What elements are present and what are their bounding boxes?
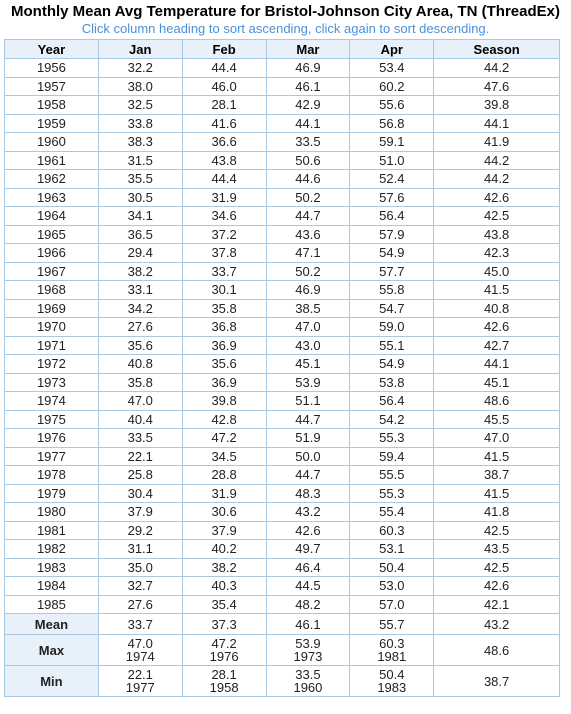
table-cell: 41.6 bbox=[182, 114, 266, 133]
table-cell: 30.5 bbox=[98, 188, 182, 207]
table-cell: 42.5 bbox=[434, 207, 560, 226]
table-cell: 28.8 bbox=[182, 466, 266, 485]
table-cell: 42.7 bbox=[434, 336, 560, 355]
table-row bbox=[5, 114, 560, 133]
table-cell: 30.6 bbox=[182, 503, 266, 522]
table-cell: 59.4 bbox=[350, 447, 434, 466]
max-cell bbox=[182, 635, 266, 666]
table-row bbox=[5, 225, 560, 244]
min-value: 28.1 bbox=[211, 667, 237, 682]
max-cell bbox=[266, 635, 350, 666]
year-cell: 1967 bbox=[5, 262, 99, 281]
table-cell: 50.2 bbox=[266, 188, 350, 207]
table-body bbox=[5, 59, 560, 614]
table-cell: 53.9 bbox=[266, 373, 350, 392]
year-cell: 1976 bbox=[5, 429, 99, 448]
table-row bbox=[5, 447, 560, 466]
table-cell: 48.3 bbox=[266, 484, 350, 503]
table-cell: 40.8 bbox=[434, 299, 560, 318]
table-cell: 37.2 bbox=[182, 225, 266, 244]
column-header-feb[interactable]: Feb bbox=[182, 40, 266, 59]
min-cell bbox=[266, 666, 350, 697]
table-cell: 35.8 bbox=[98, 373, 182, 392]
year-cell: 1981 bbox=[5, 521, 99, 540]
year-cell: 1983 bbox=[5, 558, 99, 577]
year-cell: 1974 bbox=[5, 392, 99, 411]
table-cell: 36.8 bbox=[182, 318, 266, 337]
table-row bbox=[5, 595, 560, 614]
table-cell: 52.4 bbox=[350, 170, 434, 189]
table-row bbox=[5, 577, 560, 596]
table-cell: 42.5 bbox=[434, 558, 560, 577]
year-cell: 1963 bbox=[5, 188, 99, 207]
table-cell: 44.2 bbox=[434, 170, 560, 189]
table-cell: 40.2 bbox=[182, 540, 266, 559]
max-cell bbox=[350, 635, 434, 666]
table-cell: 28.1 bbox=[182, 96, 266, 115]
table-cell: 32.7 bbox=[98, 577, 182, 596]
table-cell: 38.5 bbox=[266, 299, 350, 318]
table-cell: 46.9 bbox=[266, 281, 350, 300]
table-cell: 34.1 bbox=[98, 207, 182, 226]
table-cell: 37.8 bbox=[182, 244, 266, 263]
table-cell: 35.8 bbox=[182, 299, 266, 318]
table-row bbox=[5, 521, 560, 540]
table-cell: 42.6 bbox=[434, 577, 560, 596]
min-label: Min bbox=[5, 666, 99, 697]
table-row bbox=[5, 170, 560, 189]
column-header-jan[interactable]: Jan bbox=[98, 40, 182, 59]
year-cell: 1962 bbox=[5, 170, 99, 189]
mean-row bbox=[5, 614, 560, 635]
table-cell: 50.4 bbox=[350, 558, 434, 577]
max-value: 47.0 bbox=[127, 636, 153, 651]
max-season-cell: 48.6 bbox=[434, 635, 560, 666]
mean-label: Mean bbox=[5, 614, 99, 635]
table-cell: 55.5 bbox=[350, 466, 434, 485]
year-cell: 1964 bbox=[5, 207, 99, 226]
table-cell: 44.4 bbox=[182, 59, 266, 78]
year-cell: 1970 bbox=[5, 318, 99, 337]
table-row bbox=[5, 558, 560, 577]
table-cell: 54.2 bbox=[350, 410, 434, 429]
table-row bbox=[5, 373, 560, 392]
table-cell: 47.0 bbox=[98, 392, 182, 411]
table-row bbox=[5, 77, 560, 96]
min-year: 1977 bbox=[125, 680, 155, 695]
table-cell: 47.0 bbox=[434, 429, 560, 448]
max-year: 1974 bbox=[125, 649, 155, 664]
year-cell: 1957 bbox=[5, 77, 99, 96]
header-row bbox=[5, 40, 560, 59]
table-row bbox=[5, 318, 560, 337]
table-cell: 31.9 bbox=[182, 188, 266, 207]
table-cell: 55.3 bbox=[350, 484, 434, 503]
table-cell: 39.8 bbox=[434, 96, 560, 115]
mean-cell: 37.3 bbox=[182, 614, 266, 635]
table-cell: 59.1 bbox=[350, 133, 434, 152]
year-cell: 1958 bbox=[5, 96, 99, 115]
min-season-cell: 38.7 bbox=[434, 666, 560, 697]
table-cell: 44.5 bbox=[266, 577, 350, 596]
table-cell: 38.2 bbox=[182, 558, 266, 577]
table-cell: 46.0 bbox=[182, 77, 266, 96]
table-row bbox=[5, 429, 560, 448]
table-cell: 50.6 bbox=[266, 151, 350, 170]
table-cell: 42.6 bbox=[434, 318, 560, 337]
year-cell: 1980 bbox=[5, 503, 99, 522]
table-cell: 45.0 bbox=[434, 262, 560, 281]
table-cell: 33.1 bbox=[98, 281, 182, 300]
mean-cell: 33.7 bbox=[98, 614, 182, 635]
max-year: 1973 bbox=[293, 649, 323, 664]
table-cell: 38.3 bbox=[98, 133, 182, 152]
year-cell: 1985 bbox=[5, 595, 99, 614]
table-row bbox=[5, 392, 560, 411]
table-cell: 44.7 bbox=[266, 207, 350, 226]
table-cell: 57.9 bbox=[350, 225, 434, 244]
table-cell: 60.3 bbox=[350, 521, 434, 540]
year-cell: 1961 bbox=[5, 151, 99, 170]
table-cell: 31.1 bbox=[98, 540, 182, 559]
table-cell: 45.1 bbox=[434, 373, 560, 392]
table-cell: 42.1 bbox=[434, 595, 560, 614]
year-cell: 1972 bbox=[5, 355, 99, 374]
table-cell: 33.8 bbox=[98, 114, 182, 133]
year-cell: 1956 bbox=[5, 59, 99, 78]
table-cell: 31.9 bbox=[182, 484, 266, 503]
year-cell: 1971 bbox=[5, 336, 99, 355]
table-cell: 50.2 bbox=[266, 262, 350, 281]
table-cell: 56.4 bbox=[350, 392, 434, 411]
table-cell: 44.2 bbox=[434, 59, 560, 78]
table-cell: 38.2 bbox=[98, 262, 182, 281]
table-cell: 56.8 bbox=[350, 114, 434, 133]
table-cell: 47.1 bbox=[266, 244, 350, 263]
table-cell: 47.6 bbox=[434, 77, 560, 96]
year-cell: 1965 bbox=[5, 225, 99, 244]
table-cell: 55.6 bbox=[350, 96, 434, 115]
year-cell: 1960 bbox=[5, 133, 99, 152]
table-cell: 44.7 bbox=[266, 466, 350, 485]
table-cell: 44.1 bbox=[434, 355, 560, 374]
table-cell: 43.2 bbox=[266, 503, 350, 522]
table-cell: 37.9 bbox=[98, 503, 182, 522]
table-cell: 34.6 bbox=[182, 207, 266, 226]
table-row bbox=[5, 281, 560, 300]
table-cell: 29.2 bbox=[98, 521, 182, 540]
table-cell: 55.3 bbox=[350, 429, 434, 448]
table-cell: 47.0 bbox=[266, 318, 350, 337]
table-cell: 33.5 bbox=[266, 133, 350, 152]
table-cell: 35.6 bbox=[98, 336, 182, 355]
table-cell: 36.9 bbox=[182, 336, 266, 355]
table-cell: 42.9 bbox=[266, 96, 350, 115]
table-row bbox=[5, 410, 560, 429]
table-cell: 42.3 bbox=[434, 244, 560, 263]
mean-cell: 43.2 bbox=[434, 614, 560, 635]
min-row bbox=[5, 666, 560, 697]
table-cell: 53.8 bbox=[350, 373, 434, 392]
sort-instructions: Click column heading to sort ascending, click again to sort descending. bbox=[81, 21, 490, 36]
table-cell: 51.0 bbox=[350, 151, 434, 170]
table-cell: 56.4 bbox=[350, 207, 434, 226]
table-cell: 47.2 bbox=[182, 429, 266, 448]
table-cell: 48.2 bbox=[266, 595, 350, 614]
table-cell: 32.5 bbox=[98, 96, 182, 115]
table-row bbox=[5, 244, 560, 263]
table-row bbox=[5, 299, 560, 318]
min-value: 50.4 bbox=[379, 667, 405, 682]
table-cell: 37.9 bbox=[182, 521, 266, 540]
min-cell bbox=[182, 666, 266, 697]
min-cell bbox=[350, 666, 434, 697]
table-cell: 33.5 bbox=[98, 429, 182, 448]
year-cell: 1968 bbox=[5, 281, 99, 300]
min-value: 33.5 bbox=[295, 667, 321, 682]
temperature-table bbox=[4, 39, 560, 697]
table-cell: 44.4 bbox=[182, 170, 266, 189]
mean-cell: 46.1 bbox=[266, 614, 350, 635]
table-cell: 22.1 bbox=[98, 447, 182, 466]
table-cell: 42.6 bbox=[434, 188, 560, 207]
table-row bbox=[5, 466, 560, 485]
table-row bbox=[5, 484, 560, 503]
table-cell: 35.6 bbox=[182, 355, 266, 374]
table-cell: 41.5 bbox=[434, 484, 560, 503]
table-cell: 31.5 bbox=[98, 151, 182, 170]
min-year: 1958 bbox=[209, 680, 239, 695]
page-title: Monthly Mean Avg Temperature for Bristol-Johnson City Area, TN (ThreadEx) bbox=[11, 3, 560, 20]
year-cell: 1969 bbox=[5, 299, 99, 318]
table-row bbox=[5, 503, 560, 522]
table-cell: 54.9 bbox=[350, 355, 434, 374]
table-cell: 42.8 bbox=[182, 410, 266, 429]
max-year: 1981 bbox=[377, 649, 407, 664]
table-cell: 33.7 bbox=[182, 262, 266, 281]
table-cell: 44.7 bbox=[266, 410, 350, 429]
max-value: 60.3 bbox=[379, 636, 405, 651]
table-row bbox=[5, 540, 560, 559]
table-cell: 27.6 bbox=[98, 595, 182, 614]
table-cell: 43.0 bbox=[266, 336, 350, 355]
year-cell: 1979 bbox=[5, 484, 99, 503]
table-cell: 41.8 bbox=[434, 503, 560, 522]
table-cell: 46.1 bbox=[266, 77, 350, 96]
year-cell: 1977 bbox=[5, 447, 99, 466]
table-cell: 53.0 bbox=[350, 577, 434, 596]
table-cell: 53.1 bbox=[350, 540, 434, 559]
table-cell: 59.0 bbox=[350, 318, 434, 337]
table-cell: 43.8 bbox=[182, 151, 266, 170]
column-header-year[interactable]: Year bbox=[5, 40, 99, 59]
table-cell: 51.9 bbox=[266, 429, 350, 448]
table-cell: 55.4 bbox=[350, 503, 434, 522]
table-cell: 43.6 bbox=[266, 225, 350, 244]
min-year: 1983 bbox=[377, 680, 407, 695]
min-value: 22.1 bbox=[127, 667, 153, 682]
max-value: 53.9 bbox=[295, 636, 321, 651]
max-value: 47.2 bbox=[211, 636, 237, 651]
table-row bbox=[5, 59, 560, 78]
table-cell: 40.8 bbox=[98, 355, 182, 374]
table-cell: 41.9 bbox=[434, 133, 560, 152]
table-cell: 55.1 bbox=[350, 336, 434, 355]
table-cell: 57.0 bbox=[350, 595, 434, 614]
table-cell: 39.8 bbox=[182, 392, 266, 411]
table-cell: 29.4 bbox=[98, 244, 182, 263]
table-row bbox=[5, 96, 560, 115]
min-year: 1960 bbox=[293, 680, 323, 695]
table-cell: 46.9 bbox=[266, 59, 350, 78]
year-cell: 1975 bbox=[5, 410, 99, 429]
column-header-apr[interactable]: Apr bbox=[350, 40, 434, 59]
table-cell: 43.8 bbox=[434, 225, 560, 244]
table-cell: 38.0 bbox=[98, 77, 182, 96]
table-cell: 34.5 bbox=[182, 447, 266, 466]
max-label: Max bbox=[5, 635, 99, 666]
table-cell: 57.6 bbox=[350, 188, 434, 207]
table-cell: 57.7 bbox=[350, 262, 434, 281]
table-cell: 48.6 bbox=[434, 392, 560, 411]
table-row bbox=[5, 336, 560, 355]
year-cell: 1984 bbox=[5, 577, 99, 596]
table-cell: 40.3 bbox=[182, 577, 266, 596]
table-cell: 54.7 bbox=[350, 299, 434, 318]
table-cell: 43.5 bbox=[434, 540, 560, 559]
table-cell: 45.1 bbox=[266, 355, 350, 374]
table-cell: 53.4 bbox=[350, 59, 434, 78]
year-cell: 1966 bbox=[5, 244, 99, 263]
table-cell: 27.6 bbox=[98, 318, 182, 337]
table-cell: 44.2 bbox=[434, 151, 560, 170]
table-cell: 35.0 bbox=[98, 558, 182, 577]
table-cell: 35.4 bbox=[182, 595, 266, 614]
table-cell: 25.8 bbox=[98, 466, 182, 485]
table-cell: 38.7 bbox=[434, 466, 560, 485]
table-cell: 40.4 bbox=[98, 410, 182, 429]
table-cell: 60.2 bbox=[350, 77, 434, 96]
table-cell: 45.5 bbox=[434, 410, 560, 429]
table-cell: 42.5 bbox=[434, 521, 560, 540]
table-row bbox=[5, 151, 560, 170]
table-row bbox=[5, 262, 560, 281]
table-cell: 44.1 bbox=[434, 114, 560, 133]
year-cell: 1978 bbox=[5, 466, 99, 485]
table-cell: 44.1 bbox=[266, 114, 350, 133]
table-cell: 36.6 bbox=[182, 133, 266, 152]
column-header-mar[interactable]: Mar bbox=[266, 40, 350, 59]
year-cell: 1973 bbox=[5, 373, 99, 392]
table-cell: 46.4 bbox=[266, 558, 350, 577]
table-row bbox=[5, 188, 560, 207]
table-row bbox=[5, 355, 560, 374]
table-cell: 50.0 bbox=[266, 447, 350, 466]
table-cell: 44.6 bbox=[266, 170, 350, 189]
table-cell: 32.2 bbox=[98, 59, 182, 78]
summary-body bbox=[5, 614, 560, 697]
table-cell: 30.4 bbox=[98, 484, 182, 503]
table-cell: 36.5 bbox=[98, 225, 182, 244]
table-cell: 54.9 bbox=[350, 244, 434, 263]
table-cell: 51.1 bbox=[266, 392, 350, 411]
table-cell: 49.7 bbox=[266, 540, 350, 559]
column-header-season[interactable]: Season bbox=[434, 40, 560, 59]
max-cell bbox=[98, 635, 182, 666]
mean-cell: 55.7 bbox=[350, 614, 434, 635]
table-cell: 34.2 bbox=[98, 299, 182, 318]
table-cell: 30.1 bbox=[182, 281, 266, 300]
year-cell: 1982 bbox=[5, 540, 99, 559]
table-cell: 42.6 bbox=[266, 521, 350, 540]
table-cell: 35.5 bbox=[98, 170, 182, 189]
year-cell: 1959 bbox=[5, 114, 99, 133]
max-row bbox=[5, 635, 560, 666]
min-cell bbox=[98, 666, 182, 697]
table-cell: 36.9 bbox=[182, 373, 266, 392]
table-cell: 41.5 bbox=[434, 281, 560, 300]
table-cell: 41.5 bbox=[434, 447, 560, 466]
max-year: 1976 bbox=[209, 649, 239, 664]
table-row bbox=[5, 207, 560, 226]
table-row bbox=[5, 133, 560, 152]
table-cell: 55.8 bbox=[350, 281, 434, 300]
